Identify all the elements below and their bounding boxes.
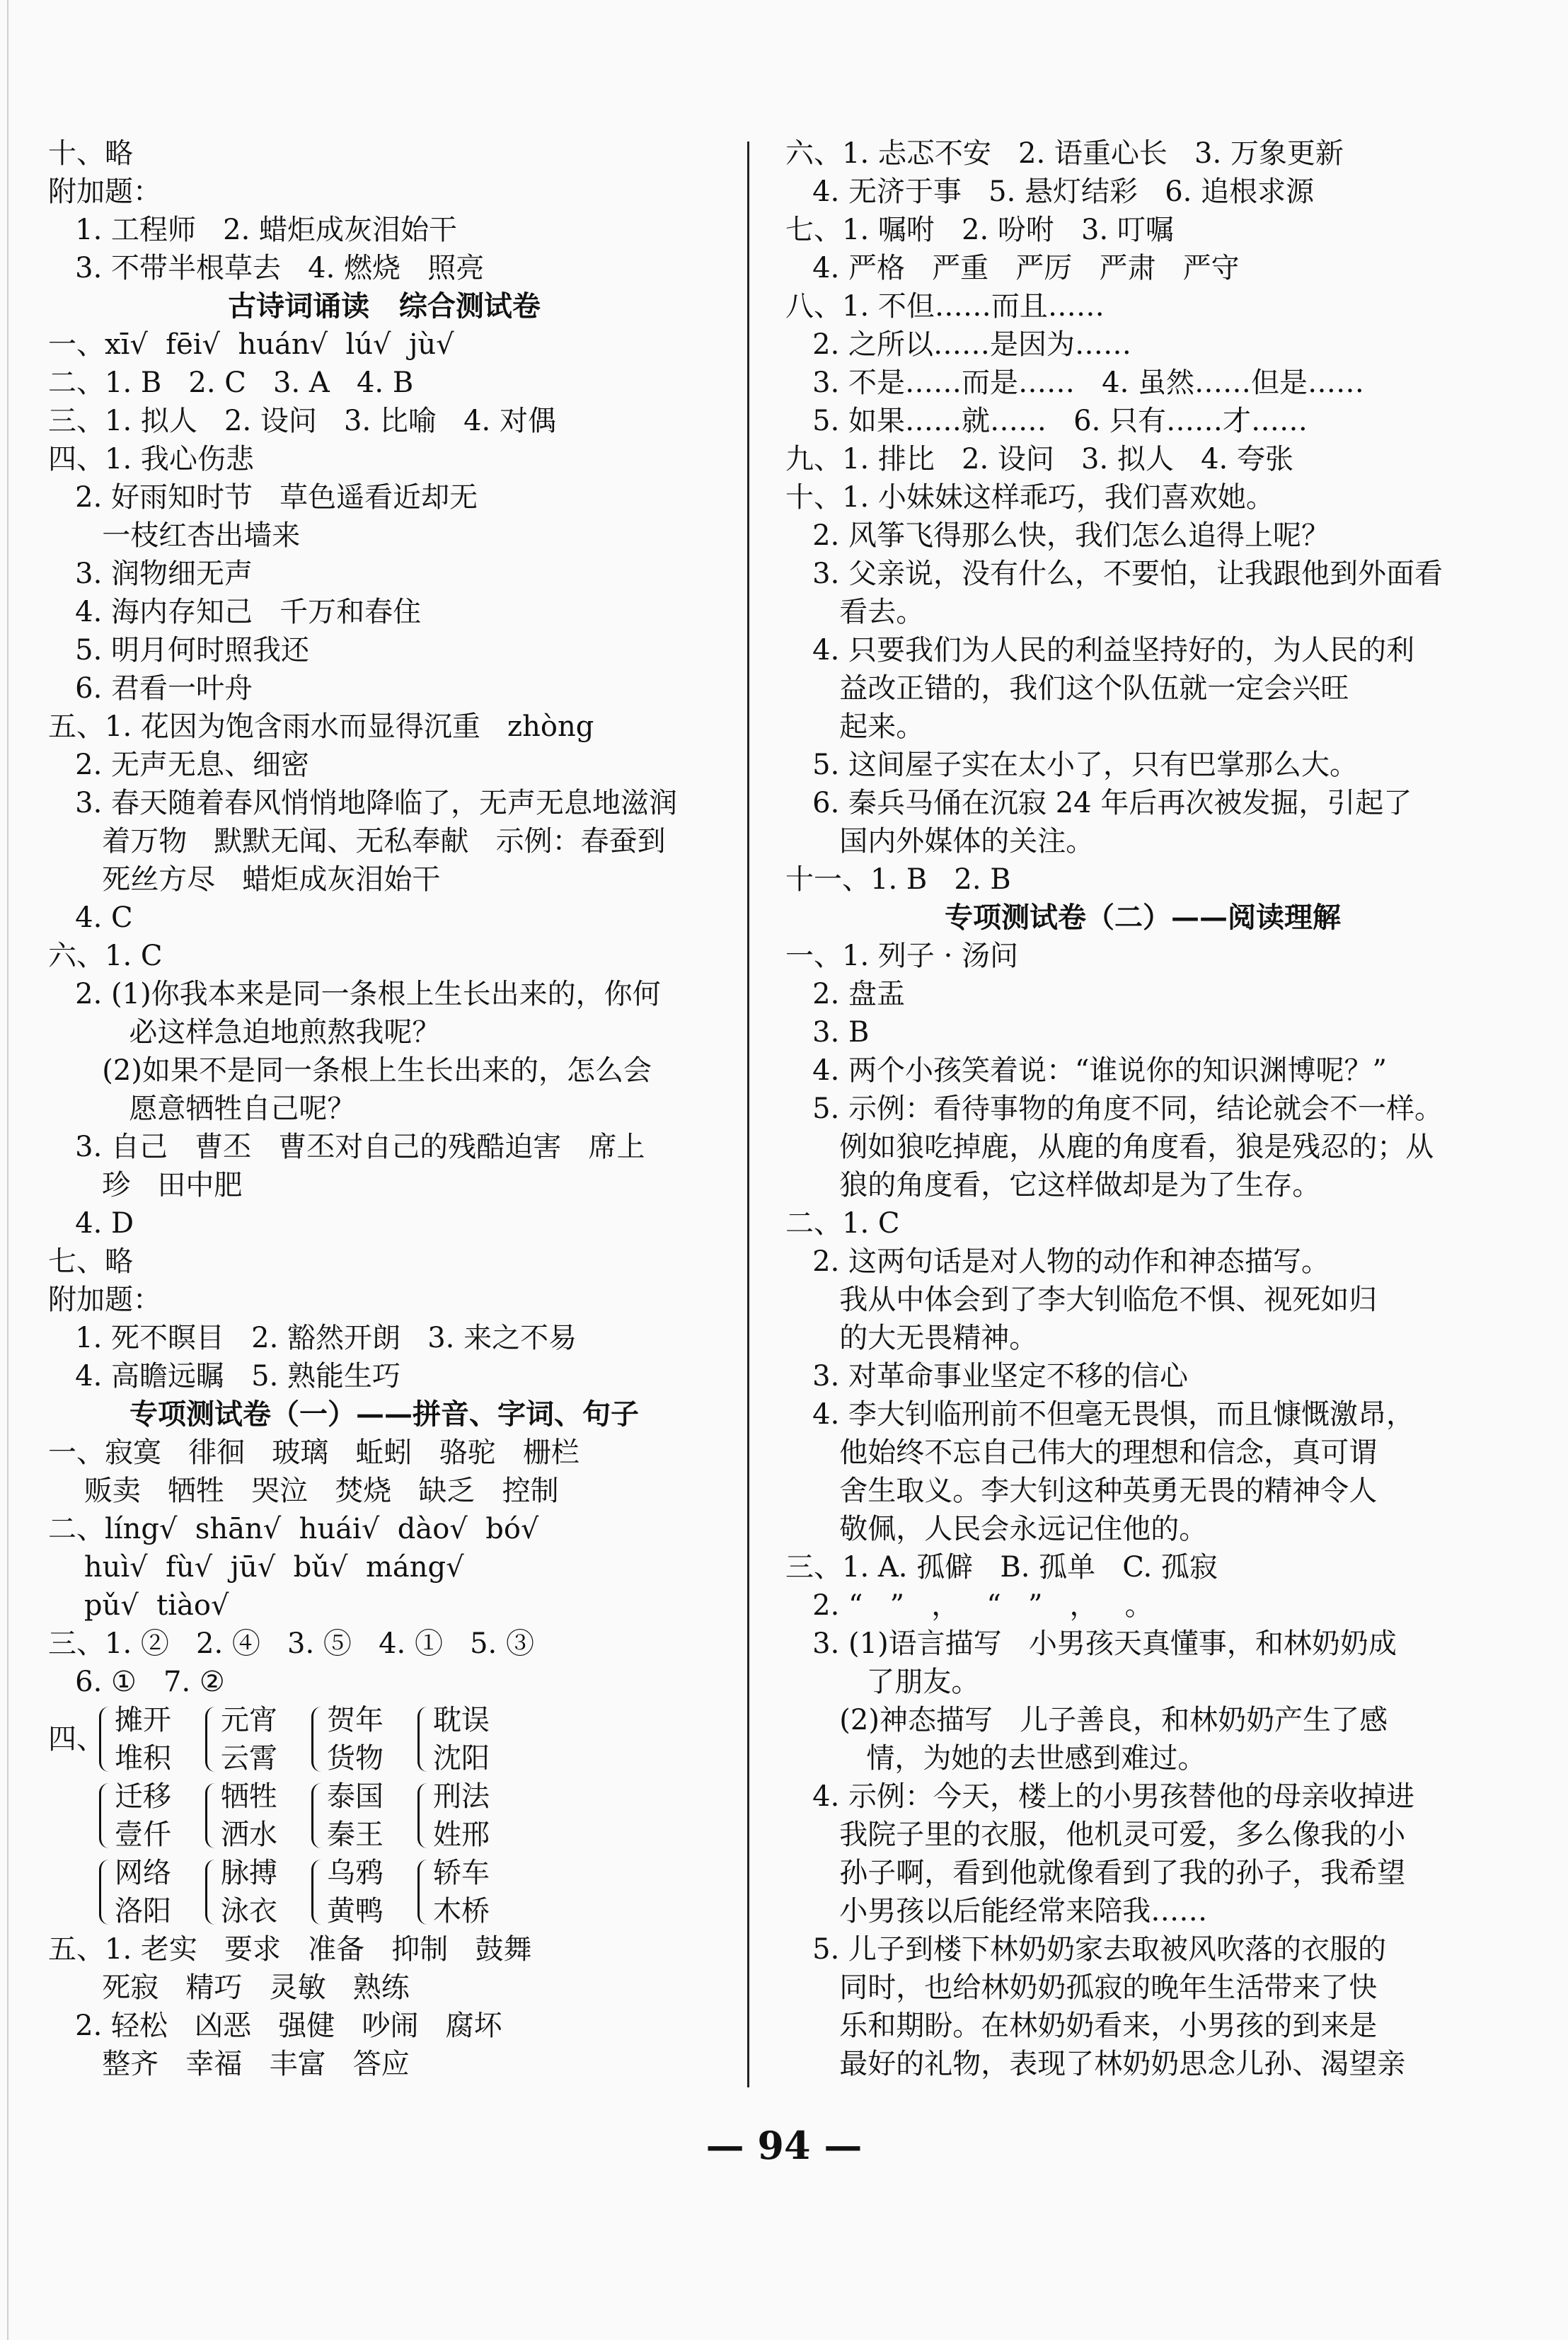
answer-line: 国内外媒体的关注。	[785, 825, 1095, 858]
brace-icon	[205, 1860, 219, 1925]
answer-line: 5. 儿子到楼下林奶奶家去取被风吹落的衣服的	[785, 1933, 1387, 1966]
left-column	[48, 134, 720, 2083]
answer-line: 八、1. 不但……而且……	[785, 290, 1105, 323]
answer-line: 4. 高瞻远瞩 5. 熟能生巧	[48, 1360, 401, 1393]
answer-line: 4. 严格 严重 严厉 严肃 严守	[785, 252, 1240, 284]
answer-line: 3. 不是……而是…… 4. 虽然……但是……	[785, 367, 1365, 399]
answer-line: 3. 对革命事业坚定不移的信心	[785, 1360, 1189, 1393]
section-heading: 专项测试卷（二）——阅读理解	[945, 901, 1341, 934]
answer-line: (2)神态描写 儿子善良，和林奶奶产生了感	[785, 1704, 1388, 1736]
answer-line: 一、寂寞 徘徊 玻璃 蚯蚓 骆驼 栅栏	[48, 1436, 580, 1469]
right-column	[785, 134, 1500, 2083]
brace-icon	[99, 1860, 113, 1925]
answer-line: 4. 示例：今天，楼上的小男孩替他的母亲收掉进	[785, 1780, 1415, 1813]
answer-line: 了朋友。	[785, 1666, 980, 1698]
answer-line: 最好的礼物，表现了林奶奶思念儿孙、渴望亲	[785, 2048, 1406, 2080]
word: 黄鸭	[327, 1895, 384, 1927]
answer-line: 一、xī√ fēi√ huán√ lú√ jù√	[48, 328, 454, 361]
word: 牺牲	[221, 1780, 277, 1813]
answer-line: 3. 不带半根草去 4. 燃烧 照亮	[48, 252, 485, 284]
answer-line: 乐和期盼。在林奶奶看来，小男孩的到来是	[785, 2010, 1378, 2042]
answer-line: 3. 春天随着春风悄悄地降临了，无声无息地滋润	[48, 787, 678, 819]
answer-line: 六、1. C	[48, 940, 163, 972]
word: 泰国	[327, 1780, 384, 1813]
answer-line: 二、líng√ shān√ huái√ dào√ bó√	[48, 1513, 539, 1545]
word: 耽误	[433, 1704, 490, 1736]
brace-icon	[311, 1783, 325, 1848]
answer-line: 附加题：	[48, 1284, 161, 1316]
answer-line: 情，为她的去世感到难过。	[785, 1742, 1206, 1775]
word: 洛阳	[115, 1895, 171, 1927]
answer-line: 必这样急迫地煎熬我呢？	[48, 1016, 441, 1049]
answer-line: 2. 风筝飞得那么快，我们怎么追得上呢？	[785, 519, 1330, 552]
answer-line: 五、1. 花因为饱含雨水而显得沉重 zhòng	[48, 710, 594, 743]
answer-line: 5. 明月何时照我还	[48, 634, 310, 667]
answer-line: 贩卖 牺牲 哭泣 焚烧 缺乏 控制	[48, 1475, 559, 1507]
answer-line: 三、1. ② 2. ④ 3. ⑤ 4. ① 5. ③	[48, 1627, 534, 1660]
brace-icon	[417, 1707, 431, 1772]
answer-line: (2)如果不是同一条根上生长出来的，怎么会	[48, 1054, 652, 1087]
answer-line: 死寂 精巧 灵敏 熟练	[48, 1971, 410, 2004]
section-label: 四、	[48, 1723, 105, 1756]
answer-line: 二、1. C	[785, 1207, 900, 1240]
brace-icon	[417, 1860, 431, 1925]
brace-icon	[205, 1707, 219, 1772]
answer-line: 附加题：	[48, 175, 161, 208]
answer-line: 2. 之所以……是因为……	[785, 328, 1132, 361]
word: 木桥	[433, 1895, 490, 1927]
answer-line: 起来。	[785, 710, 925, 743]
word: 迁移	[115, 1780, 171, 1813]
answer-line: 十、略	[48, 137, 133, 170]
word: 摊开	[115, 1704, 171, 1736]
answer-line: 4. C	[48, 901, 133, 934]
word: 轿车	[433, 1857, 490, 1889]
answer-line: 舍生取义。李大钊这种英勇无畏的精神令人	[785, 1475, 1378, 1507]
answer-line: 整齐 幸福 丰富 答应	[48, 2048, 410, 2080]
answer-line: huì√ fù√ jū√ bǔ√ máng√	[48, 1551, 464, 1584]
answer-line: 五、1. 老实 要求 准备 抑制 鼓舞	[48, 1933, 532, 1966]
word: 泳衣	[221, 1895, 277, 1927]
word: 刑法	[433, 1780, 490, 1813]
answer-line: 小男孩以后能经常来陪我……	[785, 1895, 1208, 1927]
word: 秦王	[327, 1819, 384, 1851]
answer-line: 三、1. A. 孤僻 B. 孤单 C. 孤寂	[785, 1551, 1218, 1584]
answer-line: 九、1. 排比 2. 设问 3. 拟人 4. 夸张	[785, 443, 1293, 476]
word: 云霄	[221, 1742, 277, 1775]
answer-line: 4. 无济于事 5. 悬灯结彩 6. 追根求源	[785, 175, 1315, 208]
answer-line: 十、1. 小妹妹这样乖巧，我们喜欢她。	[785, 481, 1274, 514]
answer-line: 3. 自己 曹丕 曹丕对自己的残酷迫害 席上	[48, 1131, 645, 1163]
answer-line: 一枝红杏出墙来	[48, 519, 301, 552]
answer-line: 同时，也给林奶奶孤寂的晚年生活带来了快	[785, 1971, 1378, 2004]
word: 沈阳	[433, 1742, 490, 1775]
brace-icon	[311, 1860, 325, 1925]
answer-line: 三、1. 拟人 2. 设问 3. 比喻 4. 对偶	[48, 405, 556, 437]
answer-line: 2. 好雨知时节 草色遥看近却无	[48, 481, 478, 514]
answer-line: 孙子啊，看到他就像看到了我的孙子，我希望	[785, 1857, 1406, 1889]
answer-line: 我从中体会到了李大钊临危不惧、视死如归	[785, 1284, 1378, 1316]
answer-line: 一、1. 列子 · 汤问	[785, 940, 1019, 972]
answer-line: 2. (1)你我本来是同一条根上生长出来的，你何	[48, 978, 661, 1010]
word-pair-group	[48, 1854, 720, 1930]
brace-icon	[99, 1707, 113, 1772]
answer-line: 七、1. 嘱咐 2. 吩咐 3. 叮嘱	[785, 214, 1174, 246]
page-number: — 94 —	[705, 2123, 863, 2168]
word: 壹仟	[115, 1819, 171, 1851]
word: 脉搏	[221, 1857, 277, 1889]
answer-line: 狼的角度看，它这样做却是为了生存。	[785, 1169, 1321, 1201]
answer-line: 二、1. B 2. C 3. A 4. B	[48, 367, 414, 399]
answer-line: 5. 示例：看待事物的角度不同，结论就会不一样。	[785, 1093, 1443, 1125]
answer-line: 愿意牺牲自己呢？	[48, 1093, 356, 1125]
word: 洒水	[221, 1819, 277, 1851]
brace-icon	[311, 1707, 325, 1772]
answer-line: 看去。	[785, 596, 925, 628]
answer-line: 十一、1. B 2. B	[785, 863, 1011, 896]
answer-line: 6. ① 7. ②	[48, 1666, 225, 1698]
answer-line: 1. 工程师 2. 蜡炬成灰泪始干	[48, 214, 458, 246]
answer-line: 4. 海内存知己 千万和春住	[48, 596, 422, 628]
answer-line: 2. 无声无息、细密	[48, 749, 310, 781]
answer-line: 着万物 默默无闻、无私奉献 示例：春蚕到	[48, 825, 666, 858]
answer-line: 4. 李大钊临刑前不但毫无畏惧，而且慷慨激昂，	[785, 1398, 1415, 1431]
word: 网络	[115, 1857, 171, 1889]
answer-line: 5. 这间屋子实在太小了，只有巴掌那么大。	[785, 749, 1359, 781]
section-heading: 古诗词诵读 综合测试卷	[228, 289, 541, 323]
answer-line: 2. 盘盂	[785, 978, 906, 1010]
answer-line: 六、1. 忐忑不安 2. 语重心长 3. 万象更新	[785, 137, 1344, 170]
page-edge	[7, 0, 8, 2340]
answer-line: 3. 润物细无声	[48, 558, 253, 590]
answer-line: 3. B	[785, 1016, 870, 1049]
answer-line: 6. 秦兵马俑在沉寂 24 年后再次被发掘，引起了	[785, 787, 1412, 819]
answer-line: 5. 如果……就…… 6. 只有……才……	[785, 405, 1308, 437]
word: 乌鸦	[327, 1857, 384, 1889]
word: 堆积	[115, 1742, 171, 1775]
answer-line: 4. D	[48, 1207, 134, 1240]
answer-line: 4. 只要我们为人民的利益坚持好的，为人民的利	[785, 634, 1415, 667]
answer-line: 死丝方尽 蜡炬成灰泪始干	[48, 863, 441, 896]
answer-line: 敬佩，人民会永远记住他的。	[785, 1513, 1208, 1545]
answer-line: pǔ√ tiào√	[48, 1589, 229, 1622]
answer-line: 四、1. 我心伤悲	[48, 443, 254, 476]
answer-line: 七、略	[48, 1245, 133, 1278]
word-pair-group	[48, 1701, 720, 1777]
word: 姓邢	[433, 1819, 490, 1851]
brace-icon	[417, 1783, 431, 1848]
answer-line: 他始终不忘自己伟大的理想和信念，真可谓	[785, 1436, 1378, 1469]
section-heading: 专项测试卷（一）——拼音、字词、句子	[129, 1397, 639, 1431]
column-divider	[747, 142, 749, 2087]
brace-icon	[99, 1783, 113, 1848]
answer-line: 的大无畏精神。	[785, 1322, 1038, 1354]
word: 货物	[327, 1742, 384, 1775]
answer-line: 益改正错的，我们这个队伍就一定会兴旺	[785, 672, 1349, 705]
brace-icon	[205, 1783, 219, 1848]
answer-line: 3. (1)语言描写 小男孩天真懂事，和林奶奶成	[785, 1627, 1397, 1660]
answer-line: 2. “ ” ， “ ” ， 。	[785, 1589, 1153, 1622]
word-pair-group	[48, 1777, 720, 1854]
answer-line: 我院子里的衣服，他机灵可爱，多么像我的小	[785, 1819, 1406, 1851]
answer-line: 6. 君看一叶舟	[48, 672, 253, 705]
answer-line: 2. 这两句话是对人物的动作和神态描写。	[785, 1245, 1330, 1278]
answer-line: 3. 父亲说，没有什么，不要怕，让我跟他到外面看	[785, 558, 1443, 590]
answer-line: 1. 死不瞑目 2. 豁然开朗 3. 来之不易	[48, 1322, 577, 1354]
word: 贺年	[327, 1704, 384, 1736]
answer-line: 2. 轻松 凶恶 强健 吵闹 腐坏	[48, 2010, 502, 2042]
answer-line: 4. 两个小孩笑着说：“谁说你的知识渊博呢？”	[785, 1054, 1387, 1087]
word: 元宵	[221, 1704, 277, 1736]
answer-line: 例如狼吃掉鹿，从鹿的角度看，狼是残忍的；从	[785, 1131, 1434, 1163]
answer-line: 珍 田中肥	[48, 1169, 243, 1201]
